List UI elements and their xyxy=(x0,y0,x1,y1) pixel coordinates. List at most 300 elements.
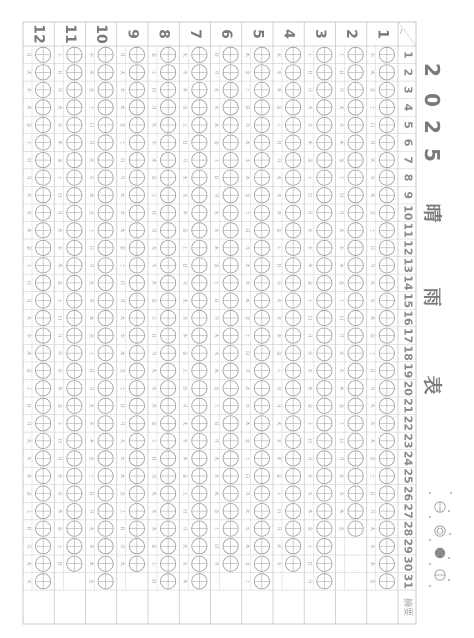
weekday-label: 金 xyxy=(56,280,62,286)
weekday-label: 火 xyxy=(87,280,93,286)
weekday-label: 月 xyxy=(25,175,31,180)
weekday-label: 火 xyxy=(150,245,156,251)
weekday-label: 日 xyxy=(212,421,218,426)
weekday-label: 日 xyxy=(150,579,156,584)
legend-dot xyxy=(429,516,431,518)
weekday-label: 月 xyxy=(275,157,281,163)
weekday-label: 日 xyxy=(119,526,125,531)
weekday-label: 金 xyxy=(212,508,218,514)
weekday-label: 火 xyxy=(181,52,187,58)
weekday-label: 土 xyxy=(56,175,62,180)
weekday-label: 水 xyxy=(56,368,62,373)
weekday-label: 金 xyxy=(150,543,156,549)
weekday-label: 土 xyxy=(25,385,31,391)
weekday-label: 月 xyxy=(181,280,187,286)
day-number-30: 30 xyxy=(401,556,415,572)
weekday-label: 日 xyxy=(275,140,281,145)
weekday-label: 日 xyxy=(25,157,31,163)
legend-filled xyxy=(435,548,445,558)
weekday-label: 木 xyxy=(181,456,187,461)
weekday-label: 月 xyxy=(212,192,218,198)
weekday-label: 火 xyxy=(275,421,281,426)
filled-circle-icon xyxy=(435,548,445,558)
day-number-28: 28 xyxy=(401,520,415,537)
weekday-label: 火 xyxy=(212,456,218,461)
weekday-label: 月 xyxy=(337,87,343,93)
day-number-16: 16 xyxy=(401,310,415,326)
weekday-label: 水 xyxy=(306,491,312,496)
weekday-label: 水 xyxy=(119,333,125,338)
weekday-label: 土 xyxy=(119,508,125,514)
weekday-label: 土 xyxy=(306,543,312,549)
weekday-label: 月 xyxy=(275,526,281,531)
weekday-label: 月 xyxy=(306,210,312,215)
weekday-label: 水 xyxy=(369,421,375,426)
day-number-24: 24 xyxy=(401,450,415,467)
legend-dot xyxy=(448,510,450,512)
day-number-1: 1 xyxy=(401,50,415,59)
weekday-label: 木 xyxy=(181,579,187,584)
weekday-label: 木 xyxy=(244,543,250,549)
weekday-label: 金 xyxy=(25,122,31,128)
day-number-31: 31 xyxy=(401,573,415,589)
weekday-label: 金 xyxy=(150,52,156,58)
weekday-label: 土 xyxy=(275,491,281,496)
weekday-label: 火 xyxy=(212,210,218,215)
weekday-label: 土 xyxy=(87,228,93,233)
weekday-label: 金 xyxy=(337,157,343,163)
weekday-label: 月 xyxy=(337,210,343,215)
weekday-label: 水 xyxy=(150,263,156,268)
weekday-label: 木 xyxy=(244,298,250,303)
weekday-label: 木 xyxy=(150,157,156,163)
weekday-label: 土 xyxy=(244,210,250,215)
day-number-29: 29 xyxy=(401,538,415,554)
weekday-label: 土 xyxy=(181,368,187,373)
weekday-label: 火 xyxy=(150,122,156,128)
corner-mark: / xyxy=(399,28,403,36)
weekday-label: 日 xyxy=(337,192,343,198)
weekday-label: 金 xyxy=(244,438,250,444)
weekday-label: 金 xyxy=(244,315,250,321)
weekday-label: 水 xyxy=(119,87,125,93)
weekday-label: 金 xyxy=(87,210,93,215)
weekday-label: 水 xyxy=(181,192,187,198)
weekday-label: 金 xyxy=(369,456,375,461)
weekday-label: 水 xyxy=(337,491,343,496)
weekday-label: 金 xyxy=(244,192,250,198)
weekday-label: 木 xyxy=(275,210,281,215)
weekday-label: 月 xyxy=(87,263,93,268)
weekday-label: 水 xyxy=(275,192,281,198)
weekday-label: 木 xyxy=(306,263,312,268)
double-circle-icon xyxy=(435,526,445,536)
weekday-label: 金 xyxy=(212,140,218,145)
weekday-label: 火 xyxy=(56,228,62,233)
weekday-label: 土 xyxy=(337,52,343,58)
weekday-label: 月 xyxy=(212,315,218,321)
weekday-label: 土 xyxy=(56,421,62,426)
weekday-label: 火 xyxy=(306,473,312,479)
weekday-label: 月 xyxy=(306,456,312,461)
weekday-label: 月 xyxy=(275,280,281,286)
day-number-5: 5 xyxy=(401,121,415,129)
half-circle-icon xyxy=(435,502,445,512)
weekday-label: 水 xyxy=(275,438,281,444)
day-number-12: 12 xyxy=(401,240,415,256)
weekday-label: 金 xyxy=(275,105,281,110)
weekday-label: 金 xyxy=(56,526,62,531)
weekday-label: 日 xyxy=(306,70,312,75)
month-header-2: 2 xyxy=(343,29,360,39)
weekday-label: 土 xyxy=(212,526,218,531)
weekday-label: 水 xyxy=(212,350,218,356)
weekday-label: 土 xyxy=(87,473,93,479)
weekday-label: 木 xyxy=(275,87,281,93)
weekday-label: 木 xyxy=(337,385,343,391)
weekday-label: 金 xyxy=(25,245,31,251)
weekday-label: 木 xyxy=(337,263,343,268)
weekday-label: 火 xyxy=(337,228,343,233)
weekday-label: 金 xyxy=(87,333,93,338)
weekday-label: 日 xyxy=(119,157,125,163)
weekday-label: 金 xyxy=(275,228,281,233)
weekday-label: 月 xyxy=(244,368,250,373)
month-header-3: 3 xyxy=(311,29,328,39)
weekday-label: 日 xyxy=(337,315,343,321)
legend-circle xyxy=(435,526,445,536)
weekday-label: 木 xyxy=(369,561,375,566)
weekday-label: 木 xyxy=(25,473,31,479)
weekday-label: 水 xyxy=(56,122,62,128)
weekday-label: 日 xyxy=(56,561,62,566)
title-char: 晴 xyxy=(421,203,443,223)
weekday-label: 月 xyxy=(150,350,156,356)
weekday-label: 水 xyxy=(337,122,343,128)
month-header-10: 10 xyxy=(93,24,110,44)
weekday-label: 土 xyxy=(181,491,187,496)
legend-inner-circle xyxy=(437,528,443,534)
day-number-9: 9 xyxy=(401,191,415,200)
weekday-label: 火 xyxy=(244,263,250,268)
weekday-label: 火 xyxy=(244,140,250,145)
weekday-label: 日 xyxy=(150,456,156,461)
weekday-label: 木 xyxy=(87,561,93,566)
weekday-label: 水 xyxy=(25,87,31,93)
weekday-label: 火 xyxy=(244,385,250,391)
weekday-label: 日 xyxy=(56,192,62,198)
weekday-label: 土 xyxy=(369,228,375,233)
weekday-label: 月 xyxy=(244,491,250,496)
legend-dot xyxy=(450,492,452,494)
weekday-label: 土 xyxy=(275,122,281,128)
weekday-label: 火 xyxy=(181,175,187,180)
weekday-label: 木 xyxy=(25,228,31,233)
weekday-label: 金 xyxy=(275,473,281,479)
weekday-label: 火 xyxy=(369,526,375,531)
weekday-label: 水 xyxy=(337,368,343,373)
weekday-label: 火 xyxy=(306,228,312,233)
weekday-label: 金 xyxy=(87,579,93,584)
weekday-label: 火 xyxy=(244,508,250,514)
weekday-label: 日 xyxy=(181,263,187,268)
weekday-label: 金 xyxy=(56,403,62,409)
weekday-label: 火 xyxy=(212,87,218,93)
weekday-label: 土 xyxy=(244,579,250,584)
weekday-label: 木 xyxy=(119,105,125,110)
weekday-label: 日 xyxy=(87,491,93,496)
weekday-label: 土 xyxy=(337,421,343,426)
weekday-label: 金 xyxy=(369,333,375,338)
weekday-label: 木 xyxy=(181,210,187,215)
weekday-label: 月 xyxy=(25,421,31,426)
weekday-label: 金 xyxy=(337,403,343,409)
weekday-label: 金 xyxy=(369,210,375,215)
title-char: 0 xyxy=(420,93,444,107)
weekday-label: 月 xyxy=(87,385,93,391)
weekday-label: 水 xyxy=(244,403,250,409)
weekday-label: 火 xyxy=(275,543,281,549)
weekday-label: 水 xyxy=(87,421,93,426)
weekday-label: 水 xyxy=(87,543,93,549)
weekday-label: 月 xyxy=(181,403,187,409)
weekday-label: 月 xyxy=(181,157,187,163)
weekday-label: 火 xyxy=(25,70,31,75)
weekday-label: 木 xyxy=(212,368,218,373)
weekday-label: 水 xyxy=(275,70,281,75)
weekday-label: 日 xyxy=(119,403,125,409)
weekday-label: 土 xyxy=(181,245,187,251)
weekday-label: 水 xyxy=(306,368,312,373)
weekday-label: 土 xyxy=(56,298,62,303)
weekday-label: 月 xyxy=(150,105,156,110)
month-header-11: 11 xyxy=(61,24,78,44)
month-header-12: 12 xyxy=(30,24,47,44)
weekday-label: 土 xyxy=(244,333,250,338)
weekday-label: 火 xyxy=(369,280,375,286)
weekday-label: 金 xyxy=(181,350,187,356)
weekday-label: 金 xyxy=(181,228,187,233)
day-number-19: 19 xyxy=(401,363,415,379)
weekday-label: 水 xyxy=(244,157,250,163)
weekday-label: 土 xyxy=(119,140,125,145)
split-circle-icon xyxy=(435,570,445,580)
weekday-label: 月 xyxy=(369,508,375,514)
weekday-label: 土 xyxy=(56,52,62,58)
weekday-label: 木 xyxy=(369,315,375,321)
day-number-17: 17 xyxy=(401,327,415,344)
weekday-label: 金 xyxy=(306,526,312,531)
weekday-label: 月 xyxy=(56,456,62,461)
weekday-label: 木 xyxy=(212,122,218,128)
weekday-label: 月 xyxy=(369,140,375,145)
weekday-label: 日 xyxy=(119,280,125,286)
weekday-label: 土 xyxy=(306,52,312,58)
weekday-label: 木 xyxy=(306,140,312,145)
legend xyxy=(429,492,452,587)
weekday-label: 日 xyxy=(150,87,156,93)
weekday-label: 木 xyxy=(56,508,62,514)
weekday-label: 木 xyxy=(56,263,62,268)
weekday-label: 木 xyxy=(25,105,31,110)
weekday-label: 木 xyxy=(244,421,250,426)
weekday-label: 土 xyxy=(337,298,343,303)
weekday-label: 木 xyxy=(337,140,343,145)
weekday-label: 土 xyxy=(244,87,250,93)
weekday-label: 金 xyxy=(181,473,187,479)
weekday-label: 金 xyxy=(150,298,156,303)
weekday-label: 土 xyxy=(212,157,218,163)
weekday-label: 土 xyxy=(337,175,343,180)
weekday-label: 木 xyxy=(150,280,156,286)
weekday-label: 金 xyxy=(119,491,125,496)
weekday-label: 金 xyxy=(119,245,125,251)
weekday-label: 金 xyxy=(119,122,125,128)
weekday-label: 金 xyxy=(369,579,375,584)
weekday-label: 月 xyxy=(150,228,156,233)
weekday-label: 金 xyxy=(119,368,125,373)
weekday-label: 火 xyxy=(56,473,62,479)
weekday-label: 土 xyxy=(306,175,312,180)
weekday-label: 火 xyxy=(119,70,125,75)
title-char: 2 xyxy=(420,63,444,77)
weekday-label: 金 xyxy=(244,70,250,75)
weekday-label: 水 xyxy=(369,543,375,549)
weekday-label: 水 xyxy=(87,52,93,58)
weekday-label: 日 xyxy=(56,438,62,444)
weekday-label: 水 xyxy=(87,175,93,180)
weekday-label: 月 xyxy=(87,140,93,145)
weekday-label: 月 xyxy=(244,245,250,251)
weekday-label: 土 xyxy=(150,438,156,444)
weekday-label: 火 xyxy=(212,333,218,338)
weekday-label: 水 xyxy=(181,438,187,444)
weekday-label: 金 xyxy=(275,350,281,356)
weekday-label: 木 xyxy=(87,315,93,321)
weekday-label: 火 xyxy=(181,421,187,426)
day-number-3: 3 xyxy=(401,86,415,94)
weekday-label: 水 xyxy=(369,175,375,180)
weekday-label: 木 xyxy=(87,70,93,75)
weekday-label: 土 xyxy=(150,70,156,75)
weekday-label: 火 xyxy=(150,368,156,373)
weekday-label: 日 xyxy=(150,333,156,338)
weekday-label: 日 xyxy=(181,140,187,145)
weekday-label: 日 xyxy=(369,491,375,496)
weekday-label: 火 xyxy=(119,438,125,444)
weekday-label: 火 xyxy=(119,315,125,321)
day-number-4: 4 xyxy=(401,103,415,112)
weekday-label: 日 xyxy=(212,543,218,549)
day-number-26: 26 xyxy=(401,485,415,502)
day-number-15: 15 xyxy=(401,292,415,309)
weekday-label: 木 xyxy=(181,333,187,338)
weekday-label: 金 xyxy=(150,421,156,426)
title-char: 2 xyxy=(420,120,444,134)
month-header-1: 1 xyxy=(374,29,391,39)
weekday-label: 月 xyxy=(56,210,62,215)
weekday-label: 木 xyxy=(119,350,125,356)
weekday-label: 月 xyxy=(244,122,250,128)
weekday-label: 日 xyxy=(212,52,218,58)
weekday-label: 水 xyxy=(119,456,125,461)
weekday-label: 水 xyxy=(244,526,250,531)
weekday-label: 日 xyxy=(181,508,187,514)
weekday-label: 月 xyxy=(369,263,375,268)
weekday-label: 金 xyxy=(244,561,250,566)
weekday-label: 日 xyxy=(337,70,343,75)
legend-dot xyxy=(429,492,431,494)
weekday-label: 金 xyxy=(25,491,31,496)
weekday-label: 土 xyxy=(306,298,312,303)
weekday-label: 日 xyxy=(369,368,375,373)
weekday-label: 日 xyxy=(369,245,375,251)
weekday-label: 水 xyxy=(25,210,31,215)
legend-dot xyxy=(449,533,451,535)
weekday-label: 日 xyxy=(87,245,93,251)
weekday-label: 土 xyxy=(119,385,125,391)
day-number-27: 27 xyxy=(401,503,415,519)
weekday-label: 土 xyxy=(212,280,218,286)
weekday-label: 日 xyxy=(212,298,218,303)
weekday-label: 金 xyxy=(181,105,187,110)
weekday-label: 日 xyxy=(306,561,312,566)
weekday-label: 火 xyxy=(337,350,343,356)
legend-dot xyxy=(448,579,450,581)
weekday-label: 土 xyxy=(212,403,218,409)
weekday-label: 金 xyxy=(306,403,312,409)
weekday-label: 月 xyxy=(181,526,187,531)
weekday-label: 木 xyxy=(275,456,281,461)
weekday-label: 水 xyxy=(25,456,31,461)
weekday-label: 月 xyxy=(119,52,125,58)
weekday-label: 水 xyxy=(150,508,156,514)
weekday-label: 水 xyxy=(150,385,156,391)
weekday-label: 土 xyxy=(244,456,250,461)
day-number-14: 14 xyxy=(401,275,415,291)
weekday-label: 日 xyxy=(150,210,156,215)
weekday-label: 日 xyxy=(369,122,375,128)
weekday-label: 日 xyxy=(306,315,312,321)
weekday-label: 日 xyxy=(306,192,312,198)
weekday-label: 火 xyxy=(119,561,125,566)
day-number-21: 21 xyxy=(401,398,415,414)
weekday-label: 土 xyxy=(369,350,375,356)
weekday-label: 火 xyxy=(337,105,343,110)
weekday-label: 木 xyxy=(150,526,156,531)
weekday-label: 月 xyxy=(25,543,31,549)
weekday-label: 火 xyxy=(369,157,375,163)
weekday-label: 金 xyxy=(212,385,218,391)
weekday-label: 火 xyxy=(87,403,93,409)
legend-dot xyxy=(429,563,431,565)
weekday-label: 金 xyxy=(369,87,375,93)
weekday-label: 日 xyxy=(275,508,281,514)
weekday-label: 日 xyxy=(25,526,31,531)
weekday-label: 月 xyxy=(212,561,218,566)
day-number-22: 22 xyxy=(401,415,415,431)
weekday-label: 水 xyxy=(150,140,156,145)
weekday-label: 月 xyxy=(212,70,218,75)
weekday-label: 月 xyxy=(119,421,125,426)
weekday-label: 日 xyxy=(212,175,218,180)
memo-label: 摘要 xyxy=(402,598,412,617)
weekday-label: 月 xyxy=(87,508,93,514)
weekday-label: 木 xyxy=(306,508,312,514)
title-char: 雨 xyxy=(421,287,443,307)
weekday-label: 日 xyxy=(275,263,281,268)
day-number-20: 20 xyxy=(401,380,415,396)
